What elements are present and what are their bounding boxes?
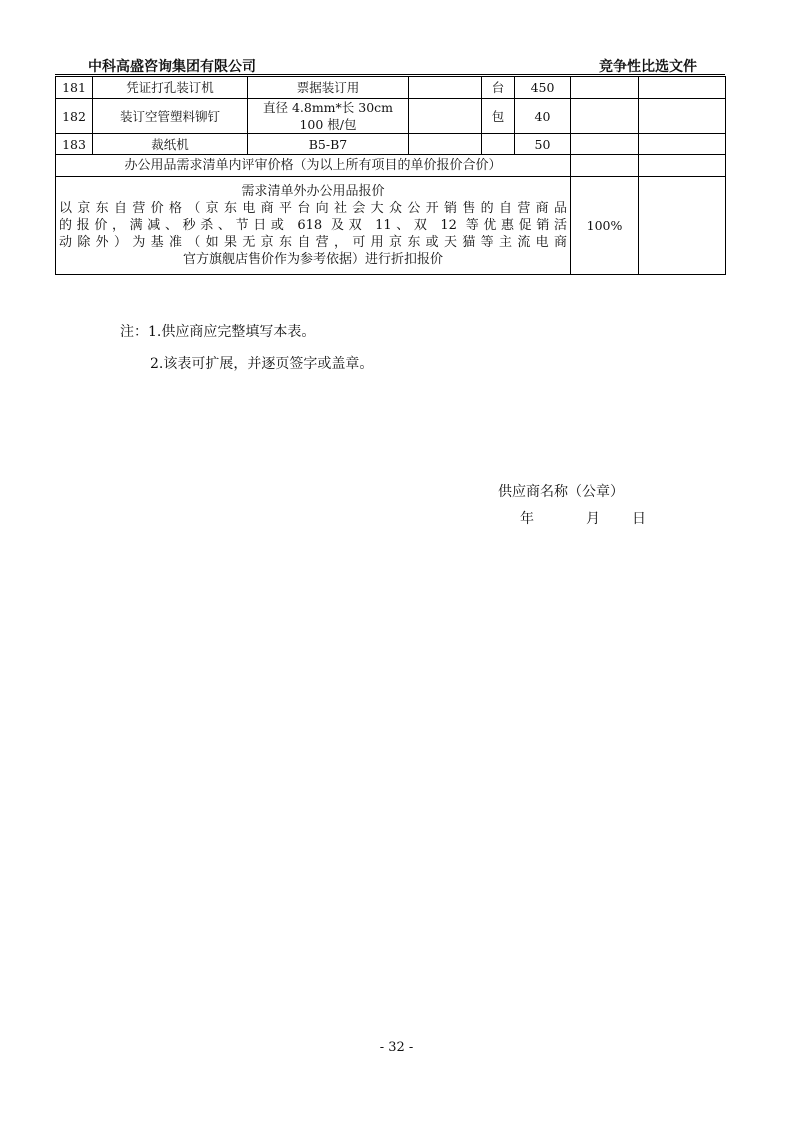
month-label: 月 bbox=[586, 511, 600, 527]
year-label: 年 bbox=[520, 511, 534, 527]
table-row bbox=[56, 99, 726, 134]
signature-date bbox=[520, 508, 646, 528]
table-row bbox=[56, 134, 726, 155]
supplier-signature: 供应商名称（公章） bbox=[498, 484, 624, 500]
item-name: 裁纸机 bbox=[93, 134, 248, 155]
extra-quote-line: 以京东自营价格（京东电商平台向社会大众公开销售的自营商品 bbox=[59, 201, 567, 216]
page-number: - 32 - bbox=[379, 1040, 414, 1055]
item-unit: 台 bbox=[482, 77, 515, 99]
item-qty: 40 bbox=[515, 99, 571, 134]
item-price[interactable] bbox=[571, 134, 639, 155]
quote-table bbox=[55, 76, 726, 275]
extra-quote-title: 需求清单外办公用品报价 bbox=[241, 184, 385, 199]
item-qty: 50 bbox=[515, 134, 571, 155]
item-total[interactable] bbox=[639, 99, 726, 134]
item-qty: 450 bbox=[515, 77, 571, 99]
extra-quote-description bbox=[56, 177, 571, 275]
extra-quote-line: 官方旗舰店售价作为参考依据）进行折扣报价 bbox=[182, 252, 443, 267]
company-name: 中科高盛咨询集团有限公司 bbox=[88, 59, 256, 75]
summary-value[interactable] bbox=[571, 155, 639, 177]
item-brand[interactable] bbox=[409, 77, 482, 99]
header-rule bbox=[55, 74, 725, 75]
item-no: 183 bbox=[56, 134, 93, 155]
extra-quote-value: 100% bbox=[571, 177, 639, 275]
notes bbox=[120, 316, 373, 380]
item-no: 181 bbox=[56, 77, 93, 99]
summary-extra[interactable] bbox=[639, 155, 726, 177]
item-unit bbox=[482, 134, 515, 155]
summary-label: 办公用品需求清单内评审价格（为以上所有项目的单价报价合价） bbox=[56, 155, 571, 177]
note-1: 注：1.供应商应完整填写本表。 bbox=[120, 324, 316, 340]
extra-quote-extra[interactable] bbox=[639, 177, 726, 275]
document-type: 竞争性比选文件 bbox=[599, 59, 697, 75]
day-label: 日 bbox=[632, 511, 646, 527]
extra-quote-line: 动除外）为基准（如果无京东自营，可用京东或天猫等主流电商 bbox=[59, 235, 567, 250]
item-price[interactable] bbox=[571, 99, 639, 134]
item-total[interactable] bbox=[639, 134, 726, 155]
extra-quote-row bbox=[56, 177, 726, 275]
item-price[interactable] bbox=[571, 77, 639, 99]
item-total[interactable] bbox=[639, 77, 726, 99]
item-name: 装订空管塑料铆钉 bbox=[93, 99, 248, 134]
item-spec: 直径 4.8mm*长 30cm 100 根/包 bbox=[248, 99, 409, 134]
item-brand[interactable] bbox=[409, 134, 482, 155]
item-spec: B5-B7 bbox=[248, 134, 409, 155]
item-name: 凭证打孔装订机 bbox=[93, 77, 248, 99]
summary-row bbox=[56, 155, 726, 177]
item-no: 182 bbox=[56, 99, 93, 134]
item-spec: 票据装订用 bbox=[248, 77, 409, 99]
item-unit: 包 bbox=[482, 99, 515, 134]
item-brand[interactable] bbox=[409, 99, 482, 134]
extra-quote-line: 的报价，满减、秒杀、节日或 618 及双 11、双 12 等优惠促销活 bbox=[59, 218, 567, 233]
note-2: 2.该表可扩展，并逐页签字或盖章。 bbox=[150, 356, 374, 372]
table-row bbox=[56, 77, 726, 99]
